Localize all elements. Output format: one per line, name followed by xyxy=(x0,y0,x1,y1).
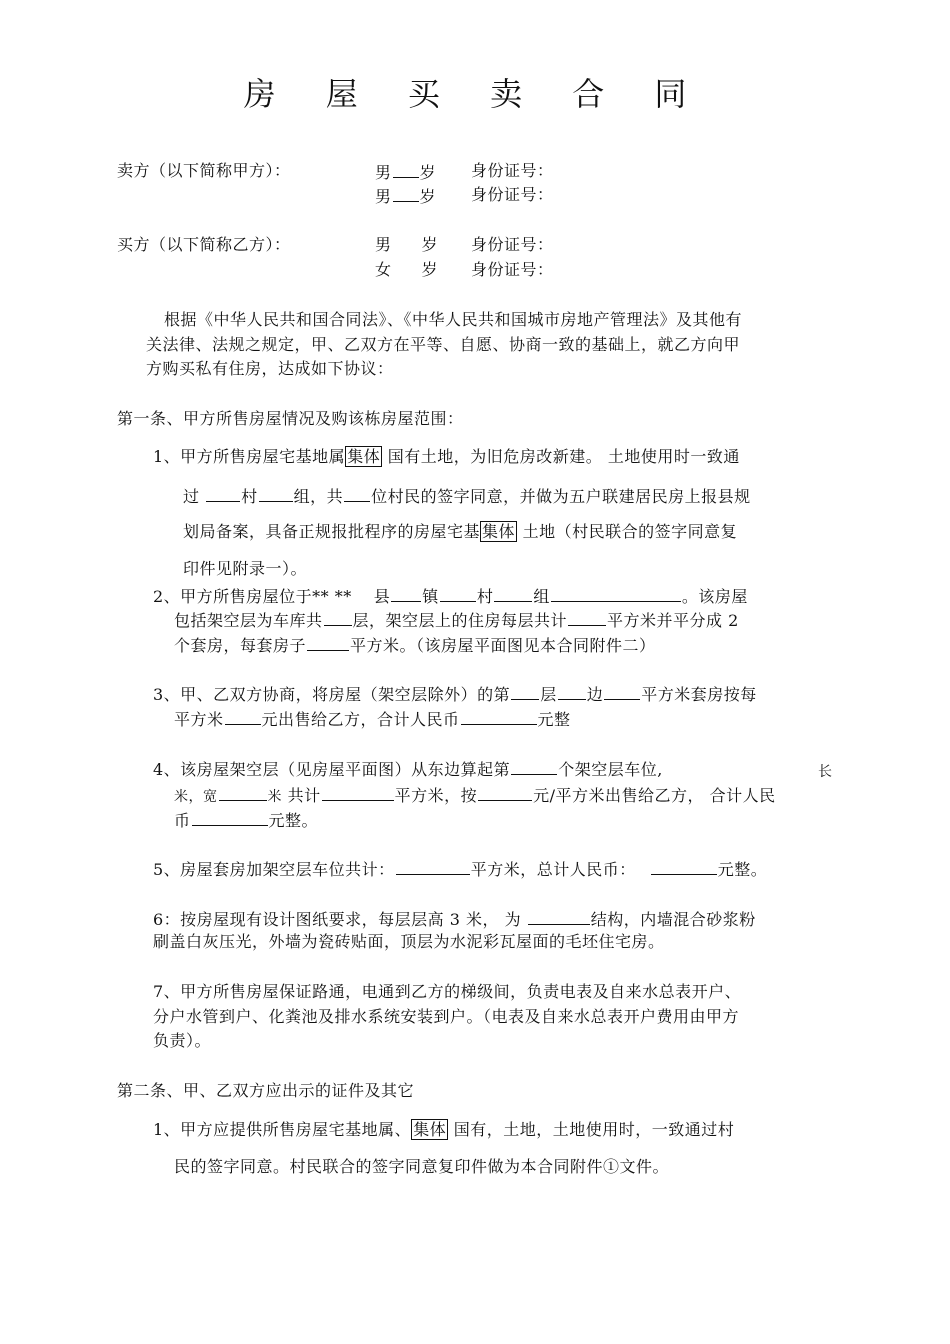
blank xyxy=(391,585,421,602)
clause-1-2-line-1: 2、甲方所售房屋位于** ** 县 镇 村 组 。该房屋 xyxy=(153,587,748,606)
buyer-row-1: 男 岁 xyxy=(375,235,439,254)
clause-1-3-line-2: 平方米 元出售给乙方，合计人民币 元整 xyxy=(174,710,571,729)
blank xyxy=(568,609,606,626)
buyer-row-2: 女 岁 xyxy=(375,260,439,279)
buyer-id-label-2: 身份证号： xyxy=(471,260,554,279)
blank xyxy=(225,708,261,725)
blank xyxy=(192,809,268,826)
blank xyxy=(651,858,717,875)
preamble-line-1: 根据《中华人民共和国合同法》、《中华人民共和国城市房地产管理法》及其他有 xyxy=(164,310,743,329)
clause-1-4-line-1: 4、该房屋架空层（见房屋平面图）从东边算起第 个架空层车位, xyxy=(153,760,663,779)
page-title: 房 屋 买 卖 合 同 xyxy=(243,75,707,113)
clause-1-2-line-3: 个套房，每套房子 平方米。（该房屋平面图见本合同附件二） xyxy=(174,636,656,655)
length-label: 长 xyxy=(818,764,833,780)
clause-1-1-line-1: 1、甲方所售房屋宅基地属 集体 国有土地，为旧危房改新建。 土地使用时一致通 xyxy=(153,447,740,466)
blank xyxy=(324,609,352,626)
blank xyxy=(604,683,640,700)
blank xyxy=(511,758,557,775)
collective-box: 集体 xyxy=(413,1120,447,1139)
clause-1-7-line-2: 分户水管到户、化粪池及排水系统安装到户。（电表及自来水总表开户费用由甲方 xyxy=(153,1007,740,1026)
clause-2-1-line-1: 1、甲方应提供所售房屋宅基地属、 集体 国有，土地，土地使用时，一致通过村 xyxy=(153,1120,735,1139)
blank xyxy=(511,683,539,700)
article-1-heading: 第一条、甲方所售房屋情况及购该栋房屋范围： xyxy=(117,409,464,428)
blank xyxy=(307,634,349,651)
clause-1-4-line-2: 米，宽 米 共计 平方米，按 元/平方米出售给乙方， 合计人民 xyxy=(174,786,776,805)
blank xyxy=(396,858,470,875)
seller-id-label-2: 身份证号： xyxy=(471,185,554,204)
clause-1-7-line-3: 负责）。 xyxy=(153,1031,212,1050)
blank xyxy=(494,585,532,602)
clause-1-3-line-1: 3、甲、乙双方协商，将房屋（架空层除外）的第 层 边 平方米套房按每 xyxy=(153,685,757,704)
blank xyxy=(558,683,586,700)
seller-id-label-1: 身份证号： xyxy=(471,161,554,180)
clause-2-1-line-2: 民的签字同意。村民联合的签字同意复印件做为本合同附件①文件。 xyxy=(174,1157,670,1176)
blank xyxy=(344,485,370,502)
collective-box: 集体 xyxy=(347,447,381,466)
seller-row-2: 男 岁 xyxy=(375,187,437,206)
blank xyxy=(219,784,267,801)
clause-1-2-line-2: 包括架空层为车库共 层，架空层上的住房每层共计 平方米并平分成 2 xyxy=(174,611,739,630)
clause-1-1-line-2: 过 村 组，共 位村民的签字同意，并做为五户联建居民房上报县规 xyxy=(183,487,751,506)
blank xyxy=(528,908,590,925)
age-blank xyxy=(393,161,419,178)
blank xyxy=(206,485,240,502)
blank xyxy=(478,784,532,801)
seller-label: 卖方（以下简称甲方）： xyxy=(117,161,291,180)
seller-row-1: 男 岁 xyxy=(375,163,437,182)
clause-1-5: 5、房屋套房加架空层车位共计： 平方米，总计人民币： 元整。 xyxy=(153,860,768,879)
clause-1-7-line-1: 7、甲方所售房屋保证路通，电通到乙方的梯级间，负责电表及自来水总表开户、 xyxy=(153,982,742,1001)
buyer-label: 买方（以下简称乙方）： xyxy=(117,235,291,254)
blank xyxy=(322,784,394,801)
collective-box: 集体 xyxy=(482,522,516,541)
age-blank xyxy=(393,185,419,202)
preamble-line-3: 方购买私有住房，达成如下协议： xyxy=(146,359,394,378)
clause-1-4-line-3: 币 元整。 xyxy=(174,811,319,830)
buyer-id-label-1: 身份证号： xyxy=(471,235,554,254)
blank xyxy=(461,708,537,725)
blank xyxy=(259,485,293,502)
preamble-line-2: 关法律、法规之规定，甲、乙双方在平等、自愿、协商一致的基础上，就乙方向甲 xyxy=(146,335,741,354)
clause-1-1-line-4: 印件见附录一）。 xyxy=(183,559,308,578)
clause-1-6-line-1: 6：按房屋现有设计图纸要求，每层层高 3 米， 为 结构，内墙混合砂浆粉 xyxy=(153,910,756,929)
clause-1-6-line-2: 刷盖白灰压光，外墙为瓷砖贴面，顶层为水泥彩瓦屋面的毛坯住宅房。 xyxy=(153,932,665,951)
blank xyxy=(551,585,681,602)
blank xyxy=(440,585,476,602)
article-2-heading: 第二条、甲、乙双方应出示的证件及其它 xyxy=(117,1081,415,1100)
clause-1-1-line-3: 划局备案，具备正规报批程序的房屋宅基 集体 土地（村民联合的签字同意复 xyxy=(183,522,738,541)
